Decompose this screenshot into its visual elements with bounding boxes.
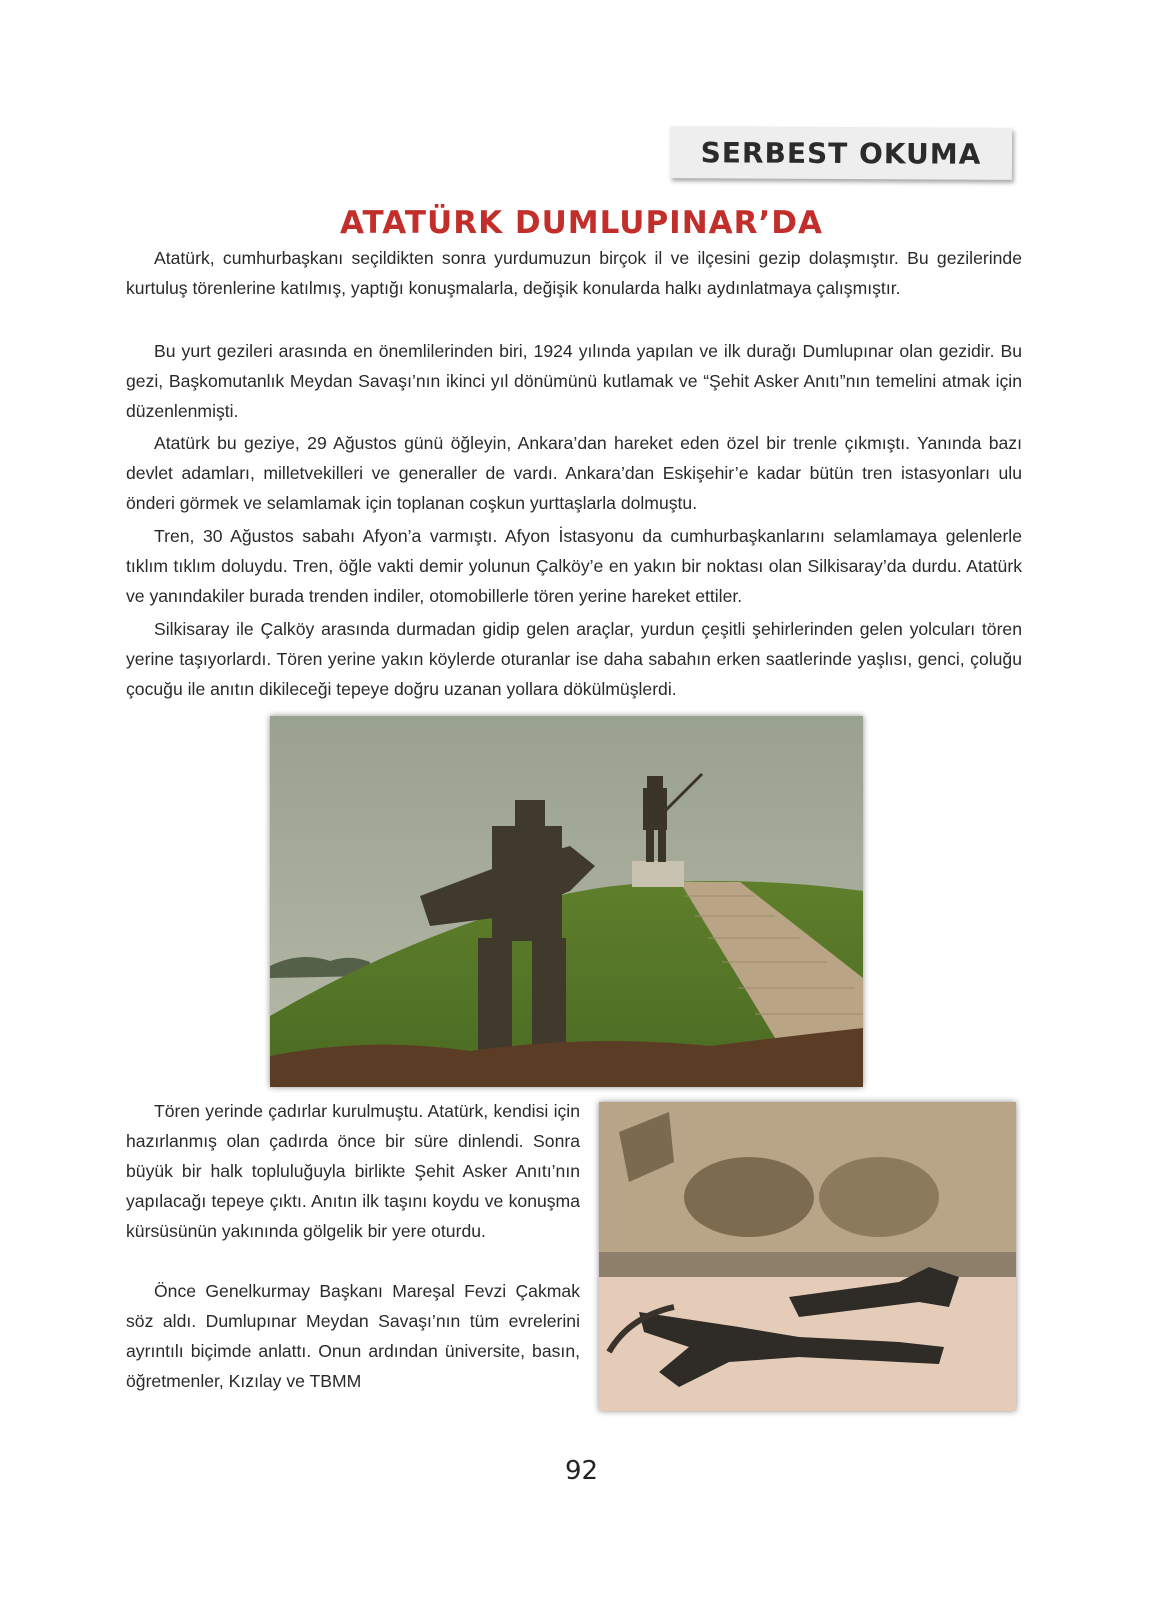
monument-photo [270, 716, 863, 1087]
section-tag-label: SERBEST OKUMA [700, 135, 982, 171]
paragraph-4: Tren, 30 Ağustos sabahı Afyon’a varmıştı. Afyon İstasyonu da cumhurbaşkanlarını selamlamaya gelenlerle tıklım tıklım doluydu. Tren, öğle vakti demir yolunun Çalköy’e en yakın bir noktası olan Silkisaray’da durdu. Atatürk ve yanındakiler burada trenden indiler, otomobillerle tören yerine hareket ettiler. [126, 526, 1022, 606]
paragraph-1: Atatürk, cumhurbaşkanı seçildikten sonra yurdumuzun birçok il ve ilçesini gezip dolaşmıştır. Bu gezilerinde kurtuluş törenlerine katılmış, yaptığı konuşmalarla, değişik konularda halkı aydınlatmaya çalışmıştır. [126, 248, 1022, 298]
section-tag [670, 126, 1012, 180]
page-number: 92 [564, 1456, 599, 1486]
paragraph-7: Önce Genelkurmay Başkanı Mareşal Fevzi Çakmak söz aldı. Dumlupınar Meydan Savaşı’nın tüm evrelerini ayrıntılı biçimde anlattı. Onun ardından üniversite, basın, öğretmenler, Kızılay ve TBMM [126, 1281, 580, 1391]
paragraph-5: Silkisaray ile Çalköy arasında durmadan gidip gelen araçlar, yurdun çeşitli şehirlerinden gelen yolcuları tören yerine taşıyorlardı. Tören yerine yakın köylerde oturanlar ise daha sabahın erken saatlerinde yaşlısı, genci, çoluğu çocuğu ile anıtın dikileceği tepeye doğru uzanan yollara dökülmüşlerdi. [126, 619, 1022, 699]
paragraph-6: Tören yerinde çadırlar kurulmuştu. Atatürk, kendisi için hazırlanmış olan çadırda önce bir süre dinlendi. Sonra büyük bir halk topluluğuyla birlikte Şehit Asker Anıtı’nın yapılacağı tepeye çıktı. Anıtın ilk taşını koydu ve konuşma kürsüsünün yakınında gölgelik bir yere oturdu. [126, 1101, 580, 1241]
paragraph-3: Atatürk bu geziye, 29 Ağustos günü öğleyin, Ankara’dan hareket eden özel bir trenle çıkmıştı. Yanında bazı devlet adamları, milletvekilleri ve generaller de vardı. Ankara’dan Eskişehir’e kadar bütün tren istasyonları ulu önderi görmek ve selamlamak için toplanan coşkun yurttaşlarla dolmuştu. [126, 433, 1022, 513]
artifacts-photo [599, 1102, 1016, 1411]
page-title: ATATÜRK DUMLUPINAR’DA [339, 205, 824, 241]
paragraph-2: Bu yurt gezileri arasında en önemlilerinden biri, 1924 yılında yapılan ve ilk durağı Dumlupınar olan gezidir. Bu gezi, Başkomutanlık Meydan Savaşı’nın ikinci yıl dönümünü kutlamak ve “Şehit Asker Anıtı”nın temelini atmak için düzenlenmişti. [126, 341, 1022, 421]
